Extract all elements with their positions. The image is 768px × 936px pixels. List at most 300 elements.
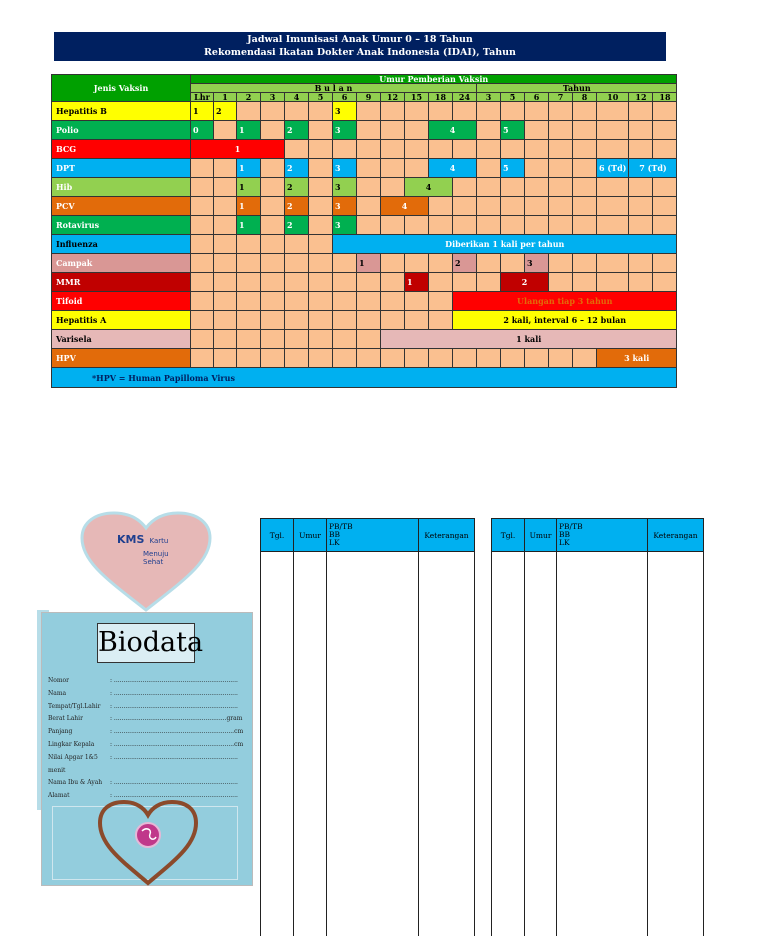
col-keterangan: Keterangan [419,519,475,552]
schedule-cell [405,254,429,273]
schedule-cell [309,349,333,368]
schedule-cell [549,121,573,140]
age-col: 3 [261,93,285,102]
dose-cell: 1 [237,121,261,140]
dose-cell: 1 [405,273,429,292]
field-label: Tempat/Tgl.Lahir [48,701,110,714]
biodata-field [48,701,248,714]
schedule-cell [501,102,525,121]
vaccine-row-hepatitis-a [52,311,677,330]
schedule-cell [597,216,629,235]
schedule-cell [237,292,261,311]
jenis-vaksin-header: Jenis Vaksin [52,75,191,102]
schedule-cell [357,311,381,330]
schedule-cell [573,159,597,178]
schedule-cell [573,197,597,216]
schedule-cell [261,273,285,292]
col-lk: LK [329,539,416,547]
age-col: 4 [285,93,309,102]
schedule-cell [597,121,629,140]
schedule-cell [501,140,525,159]
schedule-cell [191,330,214,349]
schedule-cell [214,216,237,235]
schedule-cell [381,311,405,330]
schedule-cell [357,159,381,178]
vaccine-row-influenza [52,235,677,254]
biodata-field [48,688,248,701]
schedule-cell [653,254,677,273]
schedule-cell [357,330,381,349]
schedule-cell [501,254,525,273]
tahun-header: Tahun [477,84,677,93]
schedule-cell [429,273,453,292]
schedule-cell [429,102,453,121]
schedule-cell [597,102,629,121]
schedule-cell [653,216,677,235]
biodata-field [48,675,248,688]
dose-cell: 1 [237,216,261,235]
dose-cell: 2 [214,102,237,121]
schedule-cell [573,273,597,292]
schedule-cell [191,292,214,311]
age-col: 18 [429,93,453,102]
log-cell[interactable] [294,552,327,936]
heart-outline-icon [96,799,200,887]
dose-cell: 2 [285,216,309,235]
schedule-cell [597,254,629,273]
schedule-cell [573,216,597,235]
kms-abbr: KMS [117,533,144,546]
schedule-cell [237,254,261,273]
schedule-cell [597,178,629,197]
kms-line1: Kartu [150,537,169,545]
schedule-cell [525,178,549,197]
vaccine-row-hpv [52,349,677,368]
schedule-cell [191,349,214,368]
schedule-cell [477,159,501,178]
schedule-cell [629,273,653,292]
schedule-cell [333,140,357,159]
schedule-cell [549,159,573,178]
emblem-icon [136,823,160,847]
schedule-cell [453,140,477,159]
vaccine-row-dpt [52,159,677,178]
log-cell[interactable] [525,552,557,936]
schedule-cell [333,292,357,311]
schedule-cell [525,349,549,368]
schedule-cell [405,140,429,159]
schedule-cell [573,254,597,273]
field-value: : ................................................................. [110,675,248,688]
schedule-cell [653,140,677,159]
schedule-cell [285,273,309,292]
schedule-cell [191,197,214,216]
field-value: : ...............................................................cm [110,726,248,739]
schedule-cell [309,254,333,273]
age-col: 18 [653,93,677,102]
schedule-cell [405,349,429,368]
dose-cell: 1 [191,102,214,121]
footnote: *HPV = Human Papilloma Virus [52,368,677,388]
schedule-cell [429,292,453,311]
schedule-cell [357,197,381,216]
schedule-cell [285,349,309,368]
schedule-cell [653,197,677,216]
schedule-cell [309,330,333,349]
schedule-cell [573,121,597,140]
schedule-cell [333,254,357,273]
schedule-cell [309,178,333,197]
schedule-cell [429,216,453,235]
dose-cell: 1 [191,140,285,159]
schedule-cell [381,121,405,140]
vaccine-name: Varisela [52,330,191,349]
schedule-cell [191,178,214,197]
dose-cell: 3 [333,159,357,178]
schedule-cell [261,216,285,235]
schedule-cell [381,102,405,121]
schedule-cell [261,292,285,311]
schedule-cell [214,159,237,178]
vaccine-row-hepatitis-b [52,102,677,121]
kms-line2: Menuju [117,550,169,558]
schedule-cell [261,197,285,216]
schedule-cell [309,121,333,140]
log-cell[interactable] [327,552,419,936]
schedule-cell [477,273,501,292]
schedule-cell [309,273,333,292]
vaccine-row-polio [52,121,677,140]
kms-line3: Sehat [117,558,169,566]
field-label: Berat Lahir [48,713,110,726]
schedule-cell [525,197,549,216]
schedule-cell [501,349,525,368]
schedule-cell [477,121,501,140]
dose-cell: 2 [285,121,309,140]
dose-cell: 2 [285,197,309,216]
schedule-cell [549,197,573,216]
schedule-cell [653,273,677,292]
schedule-cell [597,197,629,216]
dose-cell: 4 [429,159,477,178]
vaccine-name: PCV [52,197,191,216]
dose-cell: 6 (Td) [597,159,629,178]
log-cell[interactable] [648,552,704,936]
schedule-cell [501,197,525,216]
schedule-cell [261,311,285,330]
vaccine-row-hib [52,178,677,197]
dose-cell: 4 [429,121,477,140]
schedule-cell [453,102,477,121]
schedule-cell [237,349,261,368]
schedule-cell [261,235,285,254]
age-col: 12 [381,93,405,102]
col-bb: BB [329,531,416,539]
schedule-cell [429,311,453,330]
field-label: Nama Ibu & Ayah [48,777,110,790]
col-tgl: Tgl. [261,519,294,552]
biodata-field [48,726,248,739]
dose-cell: 3 [333,216,357,235]
schedule-cell [549,178,573,197]
vaccine-name: MMR [52,273,191,292]
schedule-cell [309,311,333,330]
kms-label [117,528,169,566]
schedule-cell [573,102,597,121]
dose-cell: 3 [333,178,357,197]
schedule-cell [477,140,501,159]
dose-cell: 7 (Td) [629,159,677,178]
schedule-cell [357,349,381,368]
dose-cell: 5 [501,159,525,178]
schedule-cell [525,121,549,140]
dose-cell: 4 [381,197,429,216]
schedule-cell [453,216,477,235]
biodata-field [48,739,248,752]
schedule-cell [285,311,309,330]
field-value: : ................................................................. [110,701,248,714]
age-col: 7 [549,93,573,102]
vaccine-row-campak [52,254,677,273]
schedule-cell [191,159,214,178]
schedule-cell [381,178,405,197]
log-cell[interactable] [419,552,475,936]
schedule-cell [214,349,237,368]
col-lk: LK [559,539,645,547]
schedule-cell [381,292,405,311]
schedule-title-line2: Rekomendasi Ikatan Dokter Anak Indonesia (IDAI), Tahun [54,47,666,60]
schedule-cell [477,349,501,368]
schedule-cell [381,216,405,235]
schedule-cell [405,292,429,311]
dose-cell: 1 [237,197,261,216]
schedule-cell [214,311,237,330]
dose-cell: 1 [237,159,261,178]
schedule-cell [261,159,285,178]
schedule-cell [405,159,429,178]
schedule-cell [381,273,405,292]
schedule-cell [573,349,597,368]
dose-cell: 2 [285,159,309,178]
dose-cell: 2 kali, interval 6 – 12 bulan [453,311,677,330]
schedule-cell [477,102,501,121]
biodata-field [48,752,248,778]
schedule-cell [525,159,549,178]
schedule-cell [237,235,261,254]
schedule-cell [549,254,573,273]
vaccine-row-tifoid [52,292,677,311]
schedule-cell [525,216,549,235]
schedule-cell [214,197,237,216]
age-col: 9 [357,93,381,102]
vaccine-row-pcv [52,197,677,216]
vaccine-row-bcg [52,140,677,159]
schedule-cell [453,349,477,368]
vaccine-name: DPT [52,159,191,178]
schedule-cell [285,254,309,273]
schedule-cell [261,330,285,349]
age-col: 1 [214,93,237,102]
schedule-cell [357,273,381,292]
schedule-cell [309,197,333,216]
growth-log-table-1 [260,518,475,936]
field-value: : ...............................................................cm [110,739,248,752]
schedule-cell [629,178,653,197]
dose-cell: 3 kali [597,349,677,368]
schedule-cell [237,311,261,330]
schedule-cell [214,273,237,292]
schedule-cell [309,140,333,159]
schedule-cell [405,216,429,235]
schedule-cell [501,178,525,197]
schedule-cell [333,311,357,330]
col-pb: PB/TB [559,523,645,531]
schedule-cell [629,197,653,216]
schedule-cell [357,102,381,121]
schedule-cell [261,102,285,121]
schedule-cell [405,102,429,121]
col-pb-bb-lk [327,519,419,552]
growth-log-table-2 [491,518,704,936]
schedule-cell [214,235,237,254]
dose-cell: 1 kali [381,330,677,349]
vaccine-name: Hepatitis A [52,311,191,330]
schedule-cell [214,292,237,311]
schedule-cell [357,178,381,197]
biodata-fields [48,675,248,803]
dose-cell: 4 [405,178,453,197]
schedule-cell [653,102,677,121]
schedule-cell [429,140,453,159]
schedule-cell [629,121,653,140]
schedule-cell [285,140,309,159]
age-col: 8 [573,93,597,102]
schedule-cell [261,349,285,368]
age-col: 6 [525,93,549,102]
field-value: : ................................................................. [110,752,248,778]
schedule-cell [191,273,214,292]
age-col: Lhr [191,93,214,102]
schedule-cell [309,292,333,311]
schedule-cell [309,216,333,235]
schedule-cell [191,311,214,330]
vaccine-name: BCG [52,140,191,159]
schedule-cell [549,349,573,368]
vaccine-name: Influenza [52,235,191,254]
schedule-cell [453,273,477,292]
dose-cell: Diberikan 1 kali per tahun [333,235,677,254]
dose-cell: 1 [357,254,381,273]
schedule-cell [357,292,381,311]
col-umur: Umur [525,519,557,552]
immunization-schedule-table [51,74,677,388]
vaccine-row-mmr [52,273,677,292]
schedule-cell [549,102,573,121]
schedule-cell [501,216,525,235]
schedule-cell [629,102,653,121]
schedule-cell [191,235,214,254]
log-cell[interactable] [261,552,294,936]
schedule-cell [285,235,309,254]
schedule-cell [237,330,261,349]
schedule-cell [333,273,357,292]
schedule-cell [381,254,405,273]
schedule-cell [381,159,405,178]
schedule-cell [261,254,285,273]
schedule-cell [597,140,629,159]
schedule-cell [477,216,501,235]
vaccine-name: Tifoid [52,292,191,311]
biodata-field [48,777,248,790]
log-cell[interactable] [557,552,648,936]
age-col: 12 [629,93,653,102]
schedule-cell [285,102,309,121]
schedule-cell [405,311,429,330]
vaccine-name: Campak [52,254,191,273]
dose-cell: 3 [333,121,357,140]
schedule-cell [629,254,653,273]
log-cell[interactable] [492,552,525,936]
age-col: 15 [405,93,429,102]
schedule-cell [549,273,573,292]
schedule-cell [653,121,677,140]
age-col: 3 [477,93,501,102]
biodata-title: Biodata [97,623,195,663]
field-value: : ................................................................. [110,790,248,803]
schedule-cell [549,216,573,235]
bulan-header: B u l a n [191,84,477,93]
schedule-cell [214,254,237,273]
schedule-title [54,32,666,61]
vaccine-name: Hepatitis B [52,102,191,121]
col-tgl: Tgl. [492,519,525,552]
age-col: 5 [501,93,525,102]
dose-cell: 1 [237,178,261,197]
dose-cell: 0 [191,121,214,140]
field-label: Nama [48,688,110,701]
schedule-cell [357,121,381,140]
schedule-cell [453,197,477,216]
biodata-field [48,713,248,726]
schedule-cell [629,140,653,159]
field-label: Alamat [48,790,110,803]
schedule-cell [429,254,453,273]
schedule-cell [381,349,405,368]
umur-header: Umur Pemberian Vaksin [191,75,677,84]
age-col: 5 [309,93,333,102]
schedule-cell [333,349,357,368]
schedule-cell [597,273,629,292]
age-col: 6 [333,93,357,102]
schedule-cell [357,216,381,235]
field-label: Panjang [48,726,110,739]
dose-cell: 3 [333,197,357,216]
schedule-cell [214,178,237,197]
field-value: : ...........................................................gram [110,713,248,726]
schedule-cell [309,102,333,121]
schedule-cell [405,121,429,140]
field-label: Lingkar Kepala [48,739,110,752]
vaccine-name: Polio [52,121,191,140]
col-bb: BB [559,531,645,539]
biodata-card [41,612,253,886]
schedule-cell [453,178,477,197]
schedule-title-line1: Jadwal Imunisasi Anak Umur 0 – 18 Tahun [54,34,666,47]
schedule-cell [477,197,501,216]
schedule-cell [191,216,214,235]
schedule-cell [525,140,549,159]
schedule-cell [477,254,501,273]
